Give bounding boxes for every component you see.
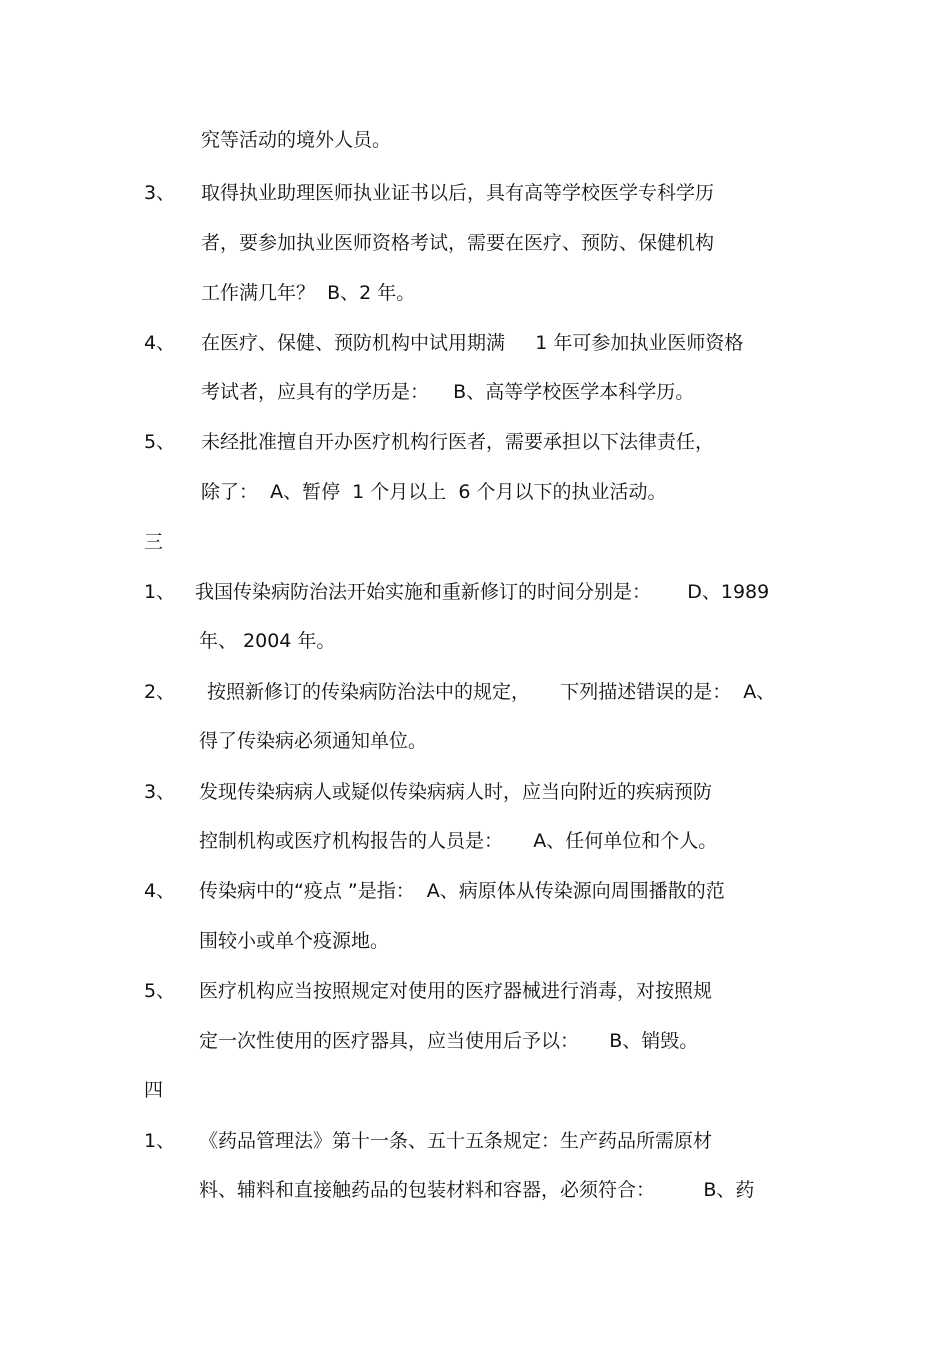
item-number: 2、 [144,681,176,703]
item-number: 4、 [144,332,176,354]
item-number: 4、 [144,880,176,902]
item-number: 5、 [144,431,176,453]
text-line: 者，要参加执业医师资格考试，需要在医疗、预防、保健机构 [201,232,715,254]
text-line: 控制机构或医疗机构报告的人员是： A、任何单位和个人。 [199,830,718,852]
text-line: 料、辅料和直接触药品的包装材料和容器，必须符合： B、药 [199,1179,755,1201]
text-line: 究等活动的境外人员。 [201,129,392,151]
item-number: 3、 [144,182,176,204]
text-line: 工作满几年？ B、2 年。 [201,282,416,304]
text-line: 我国传染病防治法开始实施和重新修订的时间分别是： D、1989 [195,581,770,603]
text-line: 发现传染病病人或疑似传染病病人时，应当向附近的疾病预防 [199,781,713,803]
text-line: 按照新修订的传染病防治法中的规定， 下列描述错误的是： A、 [207,681,776,703]
text-line: 围较小或单个疫源地。 [199,930,390,952]
item-number: 1、 [144,581,176,603]
section-heading: 四 [144,1079,164,1101]
text-line: 除了： A、暂停 1 个月以上 6 个月以下的执业活动。 [201,481,667,503]
text-line: 《药品管理法》第十一条、五十五条规定：生产药品所需原材 [199,1130,713,1152]
text-line: 年、 2004 年。 [199,630,336,652]
text-line: 未经批准擅自开办医疗机构行医者，需要承担以下法律责任， [201,431,715,453]
section-heading: 三 [144,531,164,553]
text-line: 传染病中的“疫点 ”是指： A、病原体从传染源向周围播散的范 [199,880,725,902]
text-line: 在医疗、保健、预防机构中试用期满 1 年可参加执业医师资格 [201,332,744,354]
text-line: 定一次性使用的医疗器具，应当使用后予以： B、销毁。 [199,1030,699,1052]
text-line: 取得执业助理医师执业证书以后，具有高等学校医学专科学历 [201,182,715,204]
item-number: 1、 [144,1130,176,1152]
item-number: 5、 [144,980,176,1002]
text-line: 得了传染病必须通知单位。 [199,730,428,752]
item-number: 3、 [144,781,176,803]
text-line: 医疗机构应当按照规定对使用的医疗器械进行消毒，对按照规 [199,980,713,1002]
text-line: 考试者，应具有的学历是： B、高等学校医学本科学历。 [201,381,695,403]
